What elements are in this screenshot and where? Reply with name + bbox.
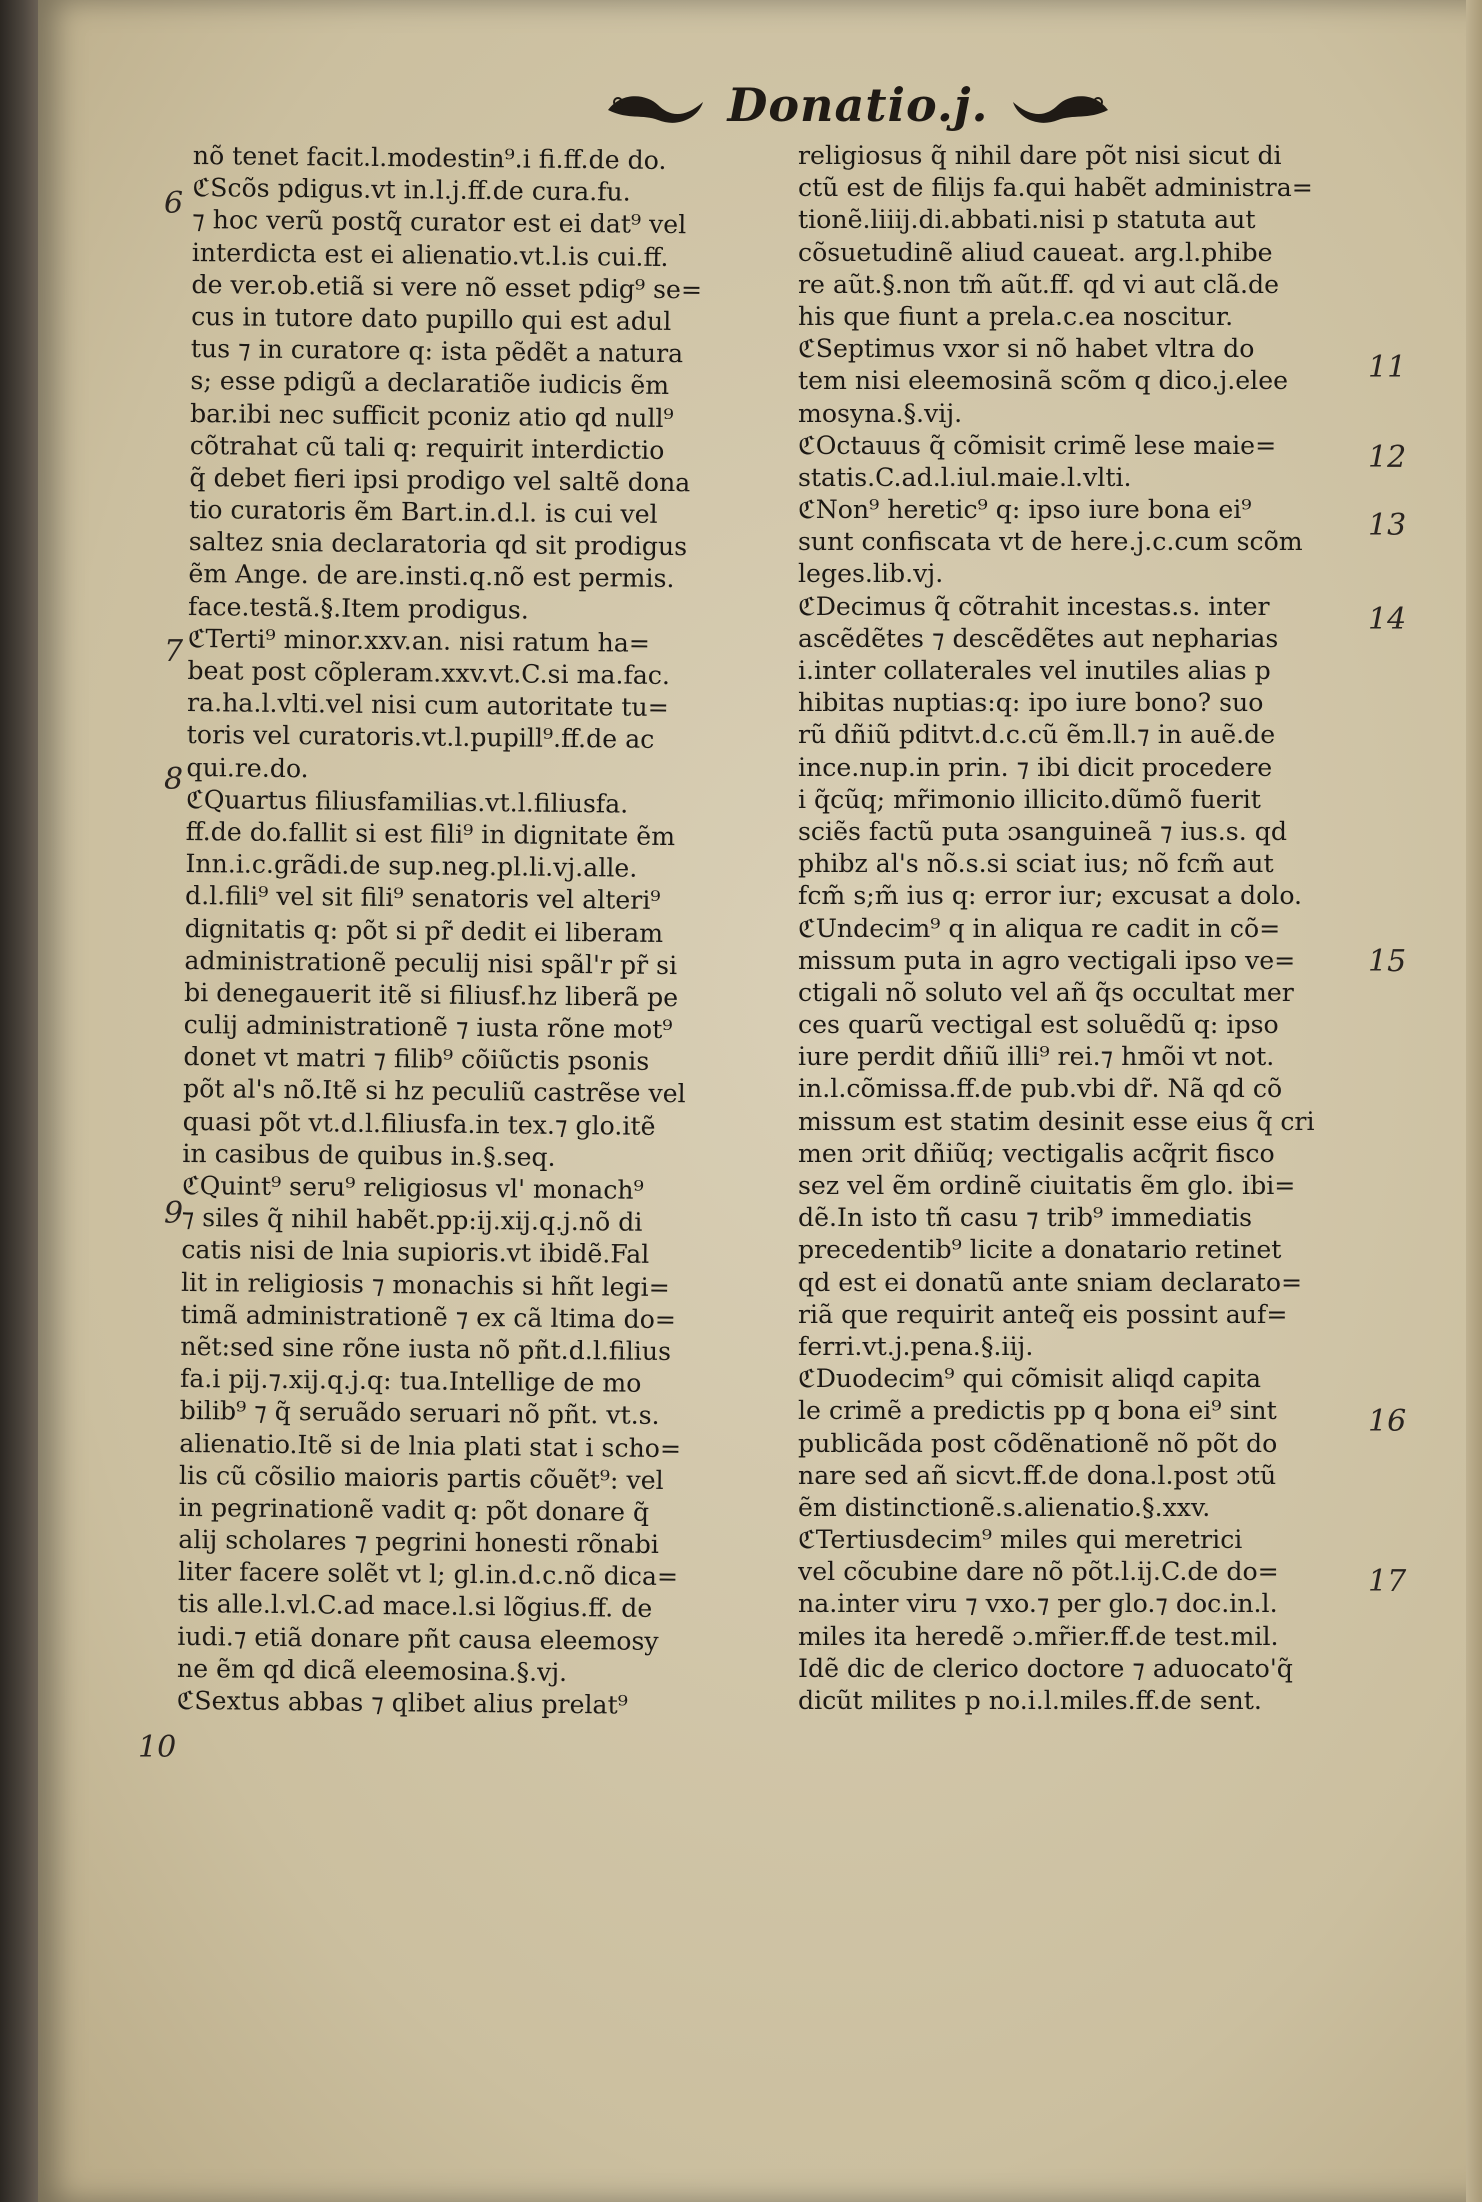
text-line: bilib⁹ ⁊ q̃ seruãdo seruari nõ pñt. vt.s. (179, 1396, 660, 1431)
text-line: phibz al's nõ.s.si sciat ius; nõ fcm̃ aut (798, 849, 1274, 879)
text-line: sciẽs factũ puta ɔsanguineã ⁊ ius.s. qd (798, 816, 1287, 846)
text-line: fcm̃ s;m̃ ius q: error iur; excusat a dolo. (798, 881, 1303, 911)
text-line: dẽ.In isto tñ casu ⁊ trib⁹ immediatis (798, 1203, 1253, 1233)
text-line: ℭQuint⁹ seru⁹ religiosus vl' monach⁹ (181, 1170, 644, 1205)
text-line: in casibus de quibus in.§.seq. (182, 1138, 556, 1172)
text-line: i.inter collaterales vel inutiles alias p (798, 656, 1271, 685)
book-page (38, 0, 1482, 2202)
text-line: tis alle.l.vl.C.ad mace.l.si lõgius.ff. de (177, 1589, 653, 1624)
text-line: rũ dñiũ pditvt.d.c.cũ ẽm.ll.⁊ in auẽ.de (798, 720, 1276, 750)
text-line: sunt confiscata vt de here.j.c.cum scõm (798, 527, 1303, 557)
text-line: men ɔrit dñiũq; vectigalis acq̃rit fisco (798, 1138, 1275, 1168)
text-line: toris vel curatoris.vt.l.pupill⁹.ff.de ac (186, 720, 655, 755)
text-line: hibitas nuptias:q: ipo iure bono? suo (798, 688, 1264, 718)
text-line: statis.C.ad.l.iul.maie.l.vlti. (798, 462, 1132, 492)
page-title: Donatio.j. (727, 78, 989, 132)
text-line: cus in tutore dato pupillo qui est adul (191, 301, 672, 336)
text-line: lit in religiosis ⁊ monachis si hñt legi= (180, 1267, 670, 1302)
text-line: ℭSextus abbas ⁊ qlibet alius prelat⁹ (176, 1685, 628, 1720)
text-line: missum puta in agro vectigali ipso ve= (798, 945, 1296, 975)
text-line: bi denegauerit itẽ si filiusf.hz liberã pe (183, 977, 679, 1013)
text-line: ẽm distinctionẽ.s.alienatio.§.xxv. (798, 1492, 1211, 1522)
text-line: leges.lib.vj. (798, 559, 944, 589)
text-line: administrationẽ peculij nisi spãl'r pr̃ si (184, 945, 678, 980)
text-line: miles ita heredẽ ɔ.mr̃ier.ff.de test.mil. (798, 1621, 1279, 1651)
text-line: põt al's nõ.Itẽ si hz peculiũ castrẽse vel (182, 1074, 686, 1109)
text-line: fa.i pij.⁊.xij.q.j.q: tua.Intellige de mo (179, 1364, 642, 1398)
margin-number: 12 (1368, 440, 1407, 475)
text-line: interdicta est ei alienatio.vt.l.is cui.ff. (191, 237, 669, 272)
text-line: in.l.cõmissa.ff.de pub.vbi dr̃. Nã qd cõ (798, 1074, 1283, 1104)
text-line: ra.ha.l.vlti.vel nisi cum autoritate tu= (186, 688, 669, 723)
text-line: de ver.ob.etiã si vere nõ esset pdig⁹ se= (191, 269, 703, 305)
text-line: ctũ est de filijs fa.qui habẽt administra= (798, 173, 1313, 203)
text-line: ℭScõs pdigus.vt in.l.j.ff.de cura.fu. (192, 173, 631, 207)
text-line: publicãda post cõdẽnationẽ nõ põt do (798, 1428, 1278, 1458)
text-line: ⁊ hoc verũ postq̃ curator est ei dat⁹ vel (192, 205, 687, 240)
text-line: his que fiunt a prela.c.ea noscitur. (798, 301, 1234, 331)
text-line: s; esse pdigũ a declaratiõe iudicis ẽm (190, 366, 670, 401)
text-line: ℭDuodecim⁹ qui cõmisit aliqd capita (798, 1364, 1262, 1394)
text-line: tio curatoris ẽm Bart.in.d.l. is cui vel (188, 495, 658, 529)
text-line: i q̃cũq; mr̃imonio illicito.dũmõ fuerit (798, 784, 1261, 814)
text-line: saltez snia declaratoria qd sit prodigus (188, 527, 688, 562)
right-text-column (798, 140, 1358, 1717)
margin-number: 14 (1368, 602, 1407, 637)
text-line: mosyna.§.vij. (798, 398, 963, 428)
text-line: sez vel ẽm ordinẽ ciuitatis ẽm glo. ibi= (798, 1171, 1296, 1200)
text-line: beat post cõpleram.xxv.vt.C.si ma.fac. (187, 655, 671, 691)
book-spine (0, 0, 38, 2202)
text-line: ℭSeptimus vxor si nõ habet vltra do (798, 334, 1255, 364)
margin-number: 15 (1368, 944, 1407, 979)
text-line: Inn.i.c.grãdi.de sup.neg.pl.li.vj.alle. (185, 849, 638, 883)
text-line: qui.re.do. (186, 752, 309, 783)
margin-number: 13 (1368, 508, 1407, 543)
margin-number: 17 (1368, 1564, 1407, 1599)
text-line: qd est ei donatũ ante sniam declarato= (798, 1267, 1303, 1297)
text-line: ẽm Ange. de are.insti.q.nõ est permis. (188, 559, 675, 594)
text-line: dicũt milites p no.i.l.miles.ff.de sent. (798, 1686, 1262, 1715)
text-line: donet vt matri ⁊ filib⁹ cõiũctis psonis (183, 1042, 650, 1077)
text-line: cõsuetudinẽ aliud caueat. arg.l.phibe (798, 237, 1273, 267)
right-flourish-icon (1003, 80, 1113, 130)
text-line: bar.ibi nec sufficit pconiz atio qd null⁹ (189, 398, 674, 433)
text-line: ff.de do.fallit si est fili⁹ in dignitate ẽm (185, 816, 676, 852)
text-line: cõtrahat cũ tali q: requirit interdictio (189, 430, 665, 465)
text-line: precedentib⁹ licite a donatario retinet (798, 1235, 1282, 1265)
text-line: ne ẽm qd dicã eleemosina.§.vj. (176, 1653, 568, 1687)
text-line: d.l.fili⁹ vel sit fili⁹ senatoris vel alteri⁹ (184, 881, 661, 916)
margin-number: 6 (164, 186, 184, 221)
text-line: quasi põt vt.d.l.filiusfa.in tex.⁊ glo.itẽ (182, 1106, 656, 1141)
margin-number: 8 (164, 762, 184, 797)
page-header (598, 70, 1118, 140)
margin-number: 16 (1368, 1404, 1407, 1439)
text-line: nõ tenet facit.l.modestin⁹.i fi.ff.de do. (192, 140, 667, 175)
text-line: re aũt.§.non tm̃ aũt.ff. qd vi aut clã.de (798, 269, 1280, 299)
margin-number: 9 (164, 1196, 184, 1231)
text-line: iudi.⁊ etiã donare pñt causa eleemosy (177, 1621, 659, 1656)
text-line: ferri.vt.j.pena.§.iij. (798, 1331, 1034, 1361)
text-line: ℭNon⁹ heretic⁹ q: ipso iure bona ei⁹ (798, 495, 1252, 525)
text-line: ℭDecimus q̃ cõtrahit incestas.s. inter (798, 591, 1270, 621)
page-edge (1466, 0, 1482, 2202)
text-line: face.testã.§.Item prodigus. (187, 591, 529, 625)
text-line: tem nisi eleemosinã scõm q dico.j.elee (798, 366, 1289, 396)
left-text-column (176, 140, 752, 1723)
margin-number: 11 (1368, 350, 1407, 385)
text-line: na.inter viru ⁊ vxo.⁊ per glo.⁊ doc.in.l. (798, 1589, 1278, 1619)
text-line: le crimẽ a predictis pp q bona ei⁹ sint (798, 1396, 1277, 1426)
text-line: liter facere solẽt vt l; gl.in.d.c.nõ dica= (177, 1557, 679, 1592)
text-line: culij administrationẽ ⁊ iusta rõne mot⁹ (183, 1010, 673, 1045)
text-line: ascẽdẽtes ⁊ descẽdẽtes aut nepharias (798, 623, 1279, 653)
text-line: nare sed añ sicvt.ff.de dona.l.post ɔtũ (798, 1460, 1277, 1490)
text-line: timã administrationẽ ⁊ ex cã ltima do= (180, 1299, 677, 1334)
text-line: in pegrinationẽ vadit q: põt donare q̃ (178, 1492, 650, 1527)
text-line: riã que requirit anteq̃ eis possint auf= (798, 1299, 1288, 1329)
text-line: ℭTerti⁹ minor.xxv.an. nisi ratum ha= (187, 623, 651, 658)
text-line: tionẽ.liiij.di.abbati.nisi p statuta aut (798, 205, 1256, 235)
text-line: catis nisi de lnia supioris.vt ibidẽ.Fal (181, 1235, 650, 1270)
text-line: dignitatis q: põt si pr̃ dedit ei liberam (184, 913, 664, 948)
text-line: nẽt:sed sine rõne iusta nõ pñt.d.l.filius (180, 1331, 672, 1367)
margin-number: 10 (138, 1730, 177, 1765)
text-line: iure perdit dñiũ illi⁹ rei.⁊ hmõi vt not. (798, 1042, 1275, 1072)
margin-number: 7 (164, 634, 184, 669)
text-line: ℭTertiusdecim⁹ miles qui meretrici (798, 1525, 1243, 1555)
text-line: ces quarũ vectigal est soluẽdũ q: ipso (798, 1010, 1279, 1040)
left-flourish-icon (603, 80, 713, 130)
text-line: ⁊ siles q̃ nihil habẽt.pp:ij.xij.q.j.nõ di (181, 1203, 643, 1237)
text-line: lis cũ cõsilio maioris partis cõuẽt⁹: vel (178, 1460, 664, 1495)
text-line: missum est statim desinit esse eius q̃ cri (798, 1106, 1315, 1136)
text-line: vel cõcubine dare nõ põt.l.ij.C.de do= (798, 1557, 1279, 1587)
text-line: ctigali nõ soluto vel añ q̃s occultat mer (798, 977, 1294, 1007)
text-line: Idẽ dic de clerico doctore ⁊ aduocato'q̃ (798, 1653, 1293, 1683)
text-line: ℭUndecim⁹ q in aliqua re cadit in cõ= (798, 913, 1281, 943)
text-line: ℭQuartus filiusfamilias.vt.l.filiusfa. (185, 784, 629, 819)
text-line: q̃ debet fieri ipsi prodigo vel saltẽ dona (189, 462, 691, 498)
text-line: alij scholares ⁊ pegrini honesti rõnabi (178, 1524, 660, 1560)
text-line: religiosus q̃ nihil dare põt nisi sicut di (798, 141, 1282, 170)
text-line: alienatio.Itẽ si de lnia plati stat i scho= (179, 1428, 682, 1463)
text-line: ince.nup.in prin. ⁊ ibi dicit procedere (798, 752, 1273, 782)
text-line: ℭOctauus q̃ cõmisit crimẽ lese maie= (798, 430, 1277, 460)
text-line: tus ⁊ in curatore q: ista pẽdẽt a natura (190, 334, 684, 369)
